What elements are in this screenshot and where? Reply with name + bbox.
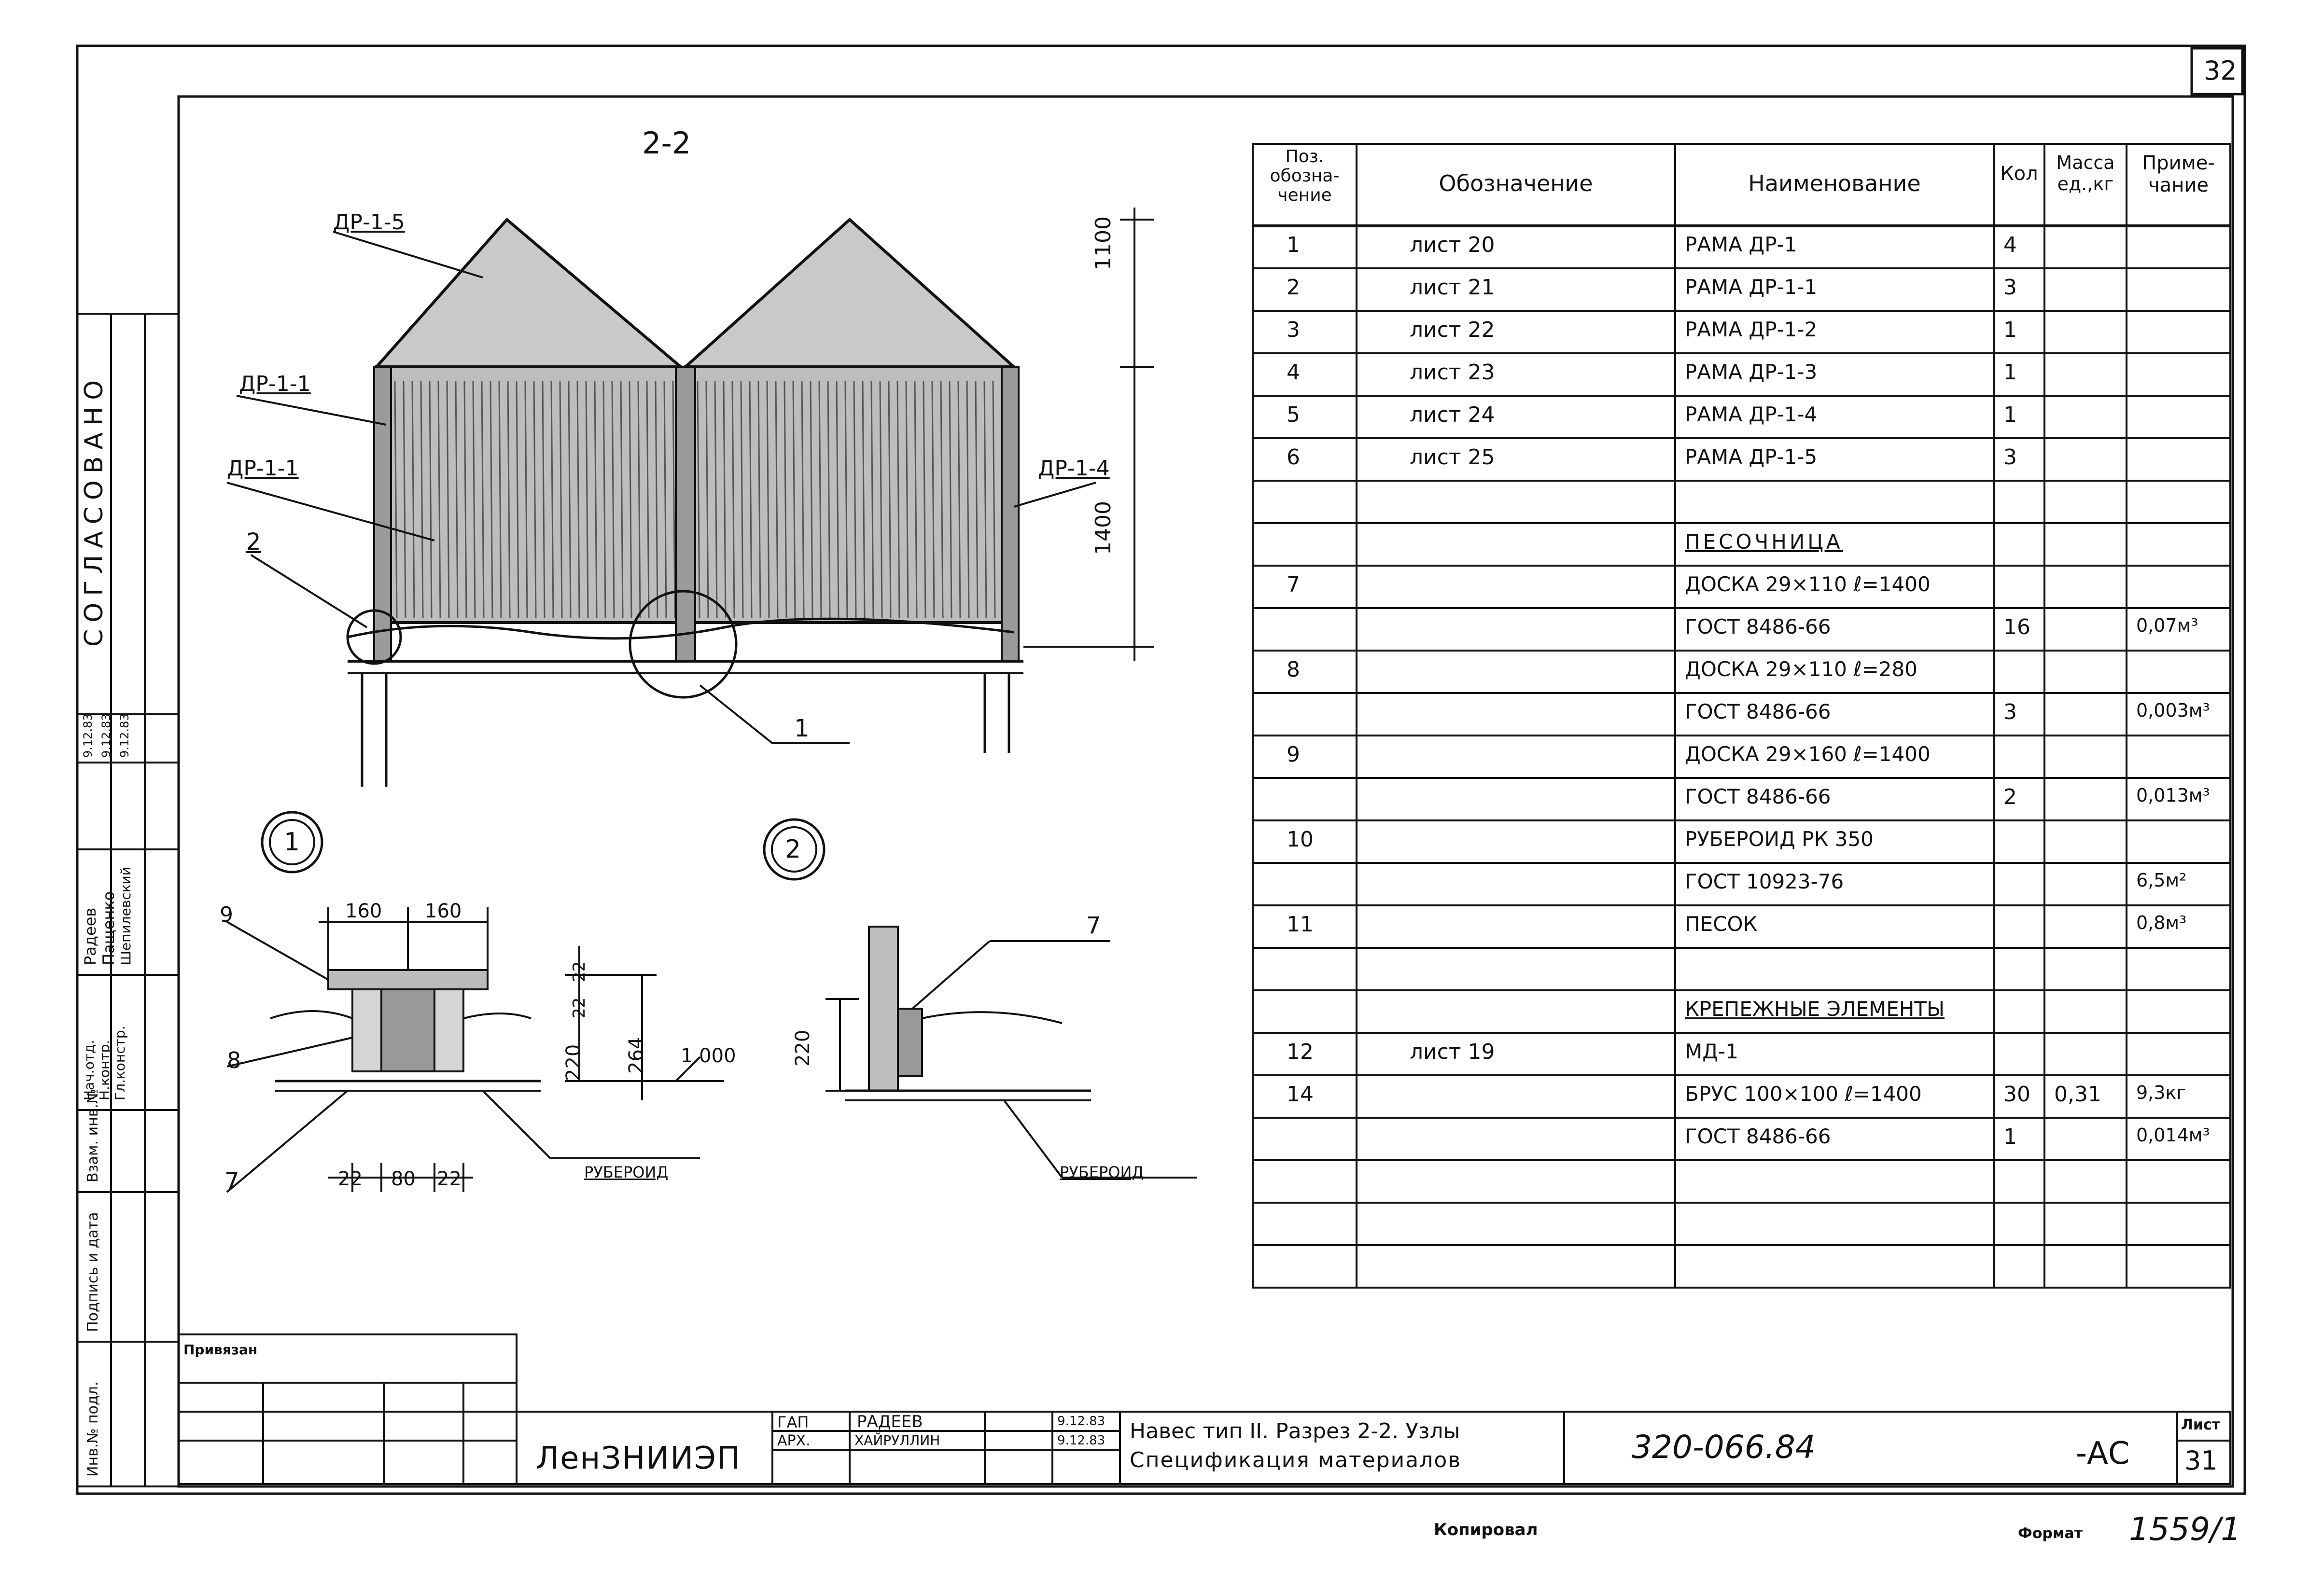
spec-cell-qty: 3 — [2003, 700, 2017, 724]
spec-cell-name: РАМА ДР-1 — [1685, 233, 1797, 256]
node1-level: 1.000 — [681, 1045, 736, 1067]
spec-cell-designation: лист 19 — [1410, 1040, 1495, 1064]
spec-cell-designation: лист 23 — [1410, 360, 1495, 385]
spec-cell-pos: 5 — [1287, 402, 1300, 427]
spec-cell-pos: 3 — [1287, 318, 1300, 342]
spec-header-mass: Масса ед.,кг — [2056, 152, 2115, 194]
node1-dim80: 80 — [391, 1168, 416, 1190]
spec-cell-designation: лист 20 — [1410, 233, 1495, 257]
spec-cell-name: РАМА ДР-1-2 — [1685, 318, 1818, 341]
elevation-section — [227, 208, 1154, 787]
title-sheet-number: 31 — [2184, 1445, 2218, 1476]
margin-role-3: Гл.констр. — [112, 1026, 128, 1100]
spec-cell-qty: 1 — [2003, 1124, 2017, 1149]
spec-header-pos: Поз. обозна- чение — [1270, 147, 1340, 205]
node2-dim220: 220 — [792, 1029, 814, 1067]
spec-cell-pos: 6 — [1287, 445, 1300, 470]
spec-cell-name: ПЕСОЧНИЦА — [1685, 530, 1843, 554]
label-dr15: ДР-1-5 — [333, 210, 405, 235]
label-dr14: ДР-1-4 — [1038, 456, 1110, 481]
spec-cell-name: ДОСКА 29×110 ℓ=1400 — [1685, 572, 1931, 596]
margin-name-1: Радеев — [81, 907, 99, 965]
section-title: 2-2 — [642, 125, 691, 161]
spec-cell-designation: лист 21 — [1410, 275, 1495, 300]
spec-cell-name: МД-1 — [1685, 1040, 1738, 1063]
title-role-arh: АРХ. — [777, 1432, 811, 1449]
margin-date-3: 9.12.83 — [118, 713, 131, 758]
spec-cell-qty: 4 — [2003, 233, 2017, 257]
label-callout-1: 1 — [794, 714, 810, 742]
title-org: ЛенЗНИИЭП — [536, 1441, 742, 1476]
node2-detail — [764, 819, 1197, 1178]
spec-cell-pos: 9 — [1287, 742, 1300, 767]
title-line-1: Навес тип II. Разрез 2-2. Узлы — [1130, 1419, 1460, 1443]
node1-ruberoid: РУБЕРОИД — [584, 1163, 669, 1181]
margin-soglasovano: СОГЛАСОВАНО — [80, 373, 109, 647]
spec-cell-name: ГОСТ 8486-66 — [1685, 1124, 1831, 1148]
title-line-2: Спецификация материалов — [1130, 1448, 1462, 1472]
title-name-radeev: РАДЕЕВ — [857, 1412, 923, 1431]
spec-cell-qty: 16 — [2003, 615, 2030, 639]
spec-cell-note: 0,014м³ — [2136, 1124, 2210, 1146]
margin-name-2: Пащенко — [99, 891, 118, 965]
label-dr11: ДР-1-1 — [239, 372, 311, 396]
spec-header-note: Приме- чание — [2142, 152, 2215, 196]
spec-cell-qty: 3 — [2003, 275, 2017, 300]
spec-cell-name: ДОСКА 29×110 ℓ=280 — [1685, 657, 1917, 681]
node2-ruberoid: РУБЕРОИД — [1060, 1163, 1144, 1181]
title-sheet-label: Лист — [2181, 1416, 2221, 1433]
spec-cell-name: ГОСТ 8486-66 — [1685, 785, 1831, 808]
label-dr1: ДР-1-1 — [227, 456, 299, 481]
spec-cell-qty: 30 — [2003, 1082, 2030, 1107]
spec-cell-name: РАМА ДР-1-5 — [1685, 445, 1818, 469]
spec-cell-name: РАМА ДР-1-4 — [1685, 402, 1818, 426]
sheet-corner-number: 32 — [2204, 56, 2237, 86]
spec-cell-name: РАМА ДР-1-1 — [1685, 275, 1818, 299]
footer-format-label: Формат — [2018, 1525, 2083, 1542]
margin-date-2: 9.12.83 — [99, 713, 113, 758]
spec-cell-qty: 1 — [2003, 402, 2017, 427]
spec-cell-qty: 1 — [2003, 318, 2017, 342]
node1-pos8: 8 — [227, 1047, 241, 1073]
spec-cell-qty: 3 — [2003, 445, 2017, 470]
node1-dim22l: 22 — [338, 1168, 363, 1190]
sheet-outer-frame — [77, 46, 2245, 1494]
title-privyazan: Привязан — [183, 1342, 258, 1358]
spec-cell-qty: 1 — [2003, 360, 2017, 385]
spec-cell-note: 6,5м² — [2136, 870, 2187, 891]
spec-cell-note: 0,013м³ — [2136, 785, 2210, 806]
margin-date-1: 9.12.83 — [81, 713, 95, 758]
node1-pos9: 9 — [220, 902, 233, 927]
node1-dim160b: 160 — [425, 900, 462, 922]
margin-role-1: Нач.отд. — [81, 1040, 97, 1100]
spec-header-qty: Кол — [2000, 163, 2038, 185]
dim-1400: 1400 — [1091, 501, 1116, 555]
title-name-hairullin: ХАЙРУЛЛИН — [854, 1432, 940, 1448]
margin-inv-podl: Инв.№ подл. — [84, 1381, 101, 1477]
spec-cell-name: РУБЕРОИД РК 350 — [1685, 827, 1874, 851]
spec-cell-note: 0,003м³ — [2136, 700, 2210, 721]
label-callout-2: 2 — [246, 528, 261, 555]
spec-header-designation: Обозначение — [1439, 170, 1593, 196]
spec-cell-pos: 14 — [1287, 1082, 1314, 1107]
title-role-gap: ГАП — [777, 1413, 809, 1431]
node1-dim22top: 22 — [570, 961, 589, 982]
spec-cell-note: 0,07м³ — [2136, 615, 2198, 636]
spec-cell-pos: 2 — [1287, 275, 1300, 300]
node1-pos7: 7 — [224, 1168, 239, 1195]
node2-circle-number: 2 — [785, 835, 801, 864]
node1-dim22r: 22 — [437, 1168, 462, 1190]
spec-cell-pos: 10 — [1287, 827, 1314, 852]
title-doc-number: 320-066.84 — [1632, 1429, 1816, 1466]
spec-cell-qty: 2 — [2003, 785, 2017, 809]
spec-cell-pos: 12 — [1287, 1040, 1314, 1064]
node1-dim160a: 160 — [345, 900, 382, 922]
node1-dim22b: 22 — [570, 997, 589, 1018]
spec-cell-name: БРУС 100×100 ℓ=1400 — [1685, 1082, 1922, 1106]
margin-podpis-data: Подпись и дата — [84, 1212, 101, 1332]
spec-cell-designation: лист 24 — [1410, 402, 1495, 427]
node1-dim264: 264 — [625, 1037, 647, 1074]
title-date-2: 9.12.83 — [1057, 1433, 1106, 1448]
footer-copied: Копировал — [1434, 1520, 1538, 1540]
spec-cell-pos: 7 — [1287, 572, 1300, 597]
spec-cell-pos: 1 — [1287, 233, 1300, 257]
margin-vzam-inv: Взам. инв.№ — [84, 1088, 101, 1182]
spec-cell-name: ГОСТ 10923-76 — [1685, 870, 1844, 893]
spec-cell-name: ДОСКА 29×160 ℓ=1400 — [1685, 742, 1931, 766]
spec-cell-name: ГОСТ 8486-66 — [1685, 615, 1831, 638]
spec-cell-name: КРЕПЕЖНЫЕ ЭЛЕМЕНТЫ — [1685, 997, 1945, 1021]
title-date-1: 9.12.83 — [1057, 1414, 1106, 1429]
spec-cell-name: РАМА ДР-1-3 — [1685, 360, 1818, 384]
spec-cell-designation: лист 25 — [1410, 445, 1495, 470]
spec-cell-mass: 0,31 — [2054, 1082, 2101, 1107]
node1-dim220: 220 — [562, 1044, 585, 1081]
spec-cell-name: ПЕСОК — [1685, 912, 1758, 936]
margin-role-2: Н.контр. — [97, 1040, 112, 1100]
spec-cell-pos: 11 — [1287, 912, 1314, 937]
node2-pos7: 7 — [1086, 912, 1101, 939]
node1-detail — [227, 812, 724, 1192]
footer-format-value: 1559/1 — [2129, 1511, 2241, 1548]
spec-cell-pos: 8 — [1287, 657, 1300, 682]
spec-cell-designation: лист 22 — [1410, 318, 1495, 342]
node1-circle-number: 1 — [284, 828, 300, 857]
margin-name-3: Шепилевский — [118, 867, 134, 965]
dim-1100: 1100 — [1091, 216, 1116, 270]
spec-cell-name: ГОСТ 8486-66 — [1685, 700, 1831, 723]
spec-cell-pos: 4 — [1287, 360, 1300, 385]
title-mark: -АС — [2076, 1436, 2130, 1471]
spec-cell-note: 9,3кг — [2136, 1082, 2186, 1103]
spec-header-name: Наименование — [1748, 170, 1921, 196]
spec-cell-note: 0,8м³ — [2136, 912, 2187, 933]
